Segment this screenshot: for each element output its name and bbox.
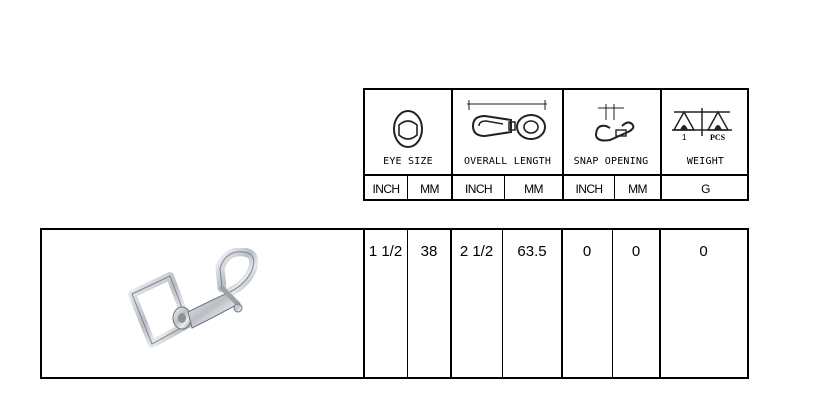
overall-length-mm-unit: MM	[524, 182, 543, 196]
overall-length-inch-value: 2 1/2	[459, 243, 494, 260]
snap-opening-inch-value: 0	[582, 243, 592, 260]
spec-header-table	[363, 88, 749, 201]
overall-length-icon	[465, 98, 551, 148]
snap-opening-icon	[588, 100, 642, 150]
svg-text:PCS: PCS	[710, 133, 726, 142]
eye-size-mm-unit: MM	[420, 182, 439, 196]
snap-opening-inch-unit: INCH	[575, 182, 603, 196]
eye-size-label: EYE SIZE	[383, 156, 433, 167]
overall-length-mm-value: 63.5	[517, 243, 547, 260]
eye-size-mm-value: 38	[420, 243, 438, 260]
overall-length-label: OVERALL LENGTH	[463, 156, 552, 167]
snap-opening-label: SNAP OPENING	[573, 156, 649, 167]
weight-g-value: 0	[699, 243, 708, 260]
snap-opening-mm-unit: MM	[628, 182, 647, 196]
divider	[365, 174, 747, 176]
svg-text:1: 1	[682, 133, 687, 142]
overall-length-inch-unit: INCH	[465, 182, 492, 196]
eye-ring-icon	[386, 105, 430, 151]
product-row-table	[40, 228, 749, 379]
eye-size-inch-value: 1 1/2	[368, 243, 403, 260]
weight-label: WEIGHT	[686, 156, 725, 167]
eye-size-inch-unit: INCH	[372, 182, 400, 196]
scale-weight-icon	[670, 106, 734, 146]
swivel-snap-hook-image	[126, 248, 286, 358]
snap-opening-mm-value: 0	[631, 243, 641, 260]
weight-g-unit: G	[701, 182, 710, 196]
